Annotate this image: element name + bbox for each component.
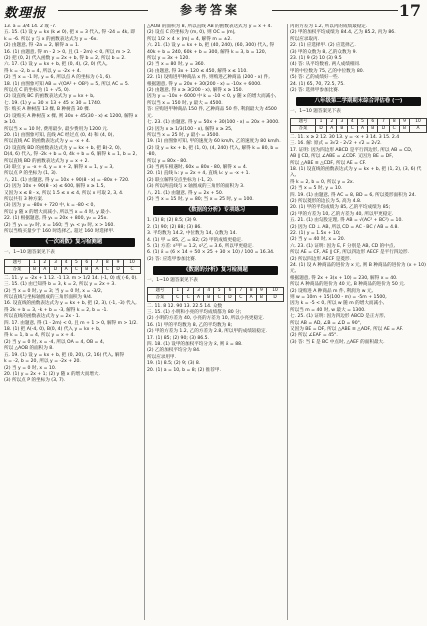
answer-line: 20. (1) a = 10, b = 8; (2) 推荐甲. [147,367,221,373]
table-answer-cell: A [40,266,50,273]
section-band-linear-function-review: 《一次函数》复习检测题 [10,238,135,247]
answer-line: 二. 11. 8 12. 90 13. 22.5 14. 众数 [147,303,223,309]
answer-line: (5) 答: 乙的成绩好一些. [290,75,340,81]
table-answer-cell: C [102,266,112,273]
answer-line: 3. 平均数为 14.2, 中位数为 14, 众数为 14. [147,231,237,237]
answer-line: 所以点 C 的坐标为 (1 + √5, 0). [4,88,71,94]
answer-line: 20. (1) 由图象可知, 直线 AC 经过点 (0, 4) 和 (4, 0), [4,132,114,138]
section-band-final-exam-1: 八年级第二学期期末综合评估卷 (一) [296,97,421,106]
col3-table-intro: 一、1~10 题答案见下表 [290,109,341,115]
table-header-cell: 8 [246,287,256,294]
table-answer-cell: D [378,125,389,132]
answer-line: 22. (1) 设购进甲种商品 x 件, 则购进乙种商品 (200 - x) 件, [147,75,270,81]
answer-line: 丙的方差为 1.2, 所以丙的成绩最稳定. [290,24,368,29]
answer-line: (2) 由题意, 得 -2a = 2, 解得 a = 1. [4,43,80,49]
answer-line: (2) 答: 应选甲参加比赛. [147,256,197,262]
answer-line: 所以 y = 80x - 80. [147,158,188,164]
table-header-cell: 4 [347,118,357,125]
answer-line: (3) 答: 当 E 是 BC 中点时, △AEF 的面积最大. [290,339,385,345]
answer-line: 所以直线的函数表达式为 y = 2x - 1. [4,314,81,320]
table-header-cell: 题号 [5,259,30,266]
answer-line: 40k + b = 240, 60k + b = 300, 解得 k = 3, b = 120, [147,49,267,55]
table-answer-cell: B [82,266,92,273]
table-answer-cell: B [204,294,214,301]
table-header-cell: 5 [71,259,81,266]
answer-line: (2) 由题意, 得 x ≥ 3(200 - x), 解得 x ≥ 150. [147,88,244,94]
answer-line: 因为 k = -5 < 0, 所以 w 随 m 的增大而减小, [290,301,385,307]
answer-line: 20. (1) y = 2x + 1; (2) y 随 x 的增大而增大. [4,371,100,377]
table-header-cell: 1 [315,118,326,125]
answer-line: 三. 16. 解: 原式 = 3√2 - 2√2 + √2 = 2√2. [290,141,382,147]
answer-line: 根据题意, 得 y = 20x + 30(200 - x) = -10x + 6000. [147,81,262,87]
answer-line: (2) 因为 x ≥ 1/3(100 - x), 解得 x ≥ 25, [147,126,233,132]
answer-line: (2) 甲的加权平均成绩为 84.4, 乙为 85.2, 丙为 86. [290,30,396,36]
answer-line: 4. (1) 甲 = 85, 乙 = 82; (2) 甲的成绩更稳定. [147,237,243,243]
answer-line: 所以 AE = CF, AE ∥ CF, 所以四边形 AECF 是平行四边形. [290,250,410,256]
table-header-cell: 4 [204,287,214,294]
answer-line: k = -2, b = 20, 所以 y = -2x + 20. [4,359,81,365]
header-rule-left [58,10,148,11]
answer-line: (2) 联立解得交点坐标为 (-1, 2). [147,177,214,183]
answer-line: (2) 当 x = 15 时, y = 80; 当 x = 25 时, y = 100. [147,196,254,202]
answer-line: (3) 由题意, 得 3x + 120 ≤ 450, 解得 x ≤ 110. [147,68,248,74]
answer-line: (2) 因为 10x + 90(8 - x) ≤ 600, 解得 x ≥ 1.5, [4,184,105,190]
section-band-data-analysis-review: 《数据的分析》复习检测题 [153,266,278,275]
answer-line: 得 k = 1, b = 4, 所以 y = x + 4. [4,333,75,339]
answer-line: 所以 1/2 × 4 × |m| = 4, 解得 m = ±2. [147,36,232,42]
answer-line: 1. (1) 8; (2) 8.5; (3) 9. [147,218,198,224]
answer-line: 所以 △AOB 的面积为 8. [4,346,54,352]
answer-line: 所以 y 随 x 的增大而减小, 所以当 x = 4 时, y 最小. [4,209,111,215]
answer-line: (2) 设直线 BC 的函数表达式为 y = kx + b, [4,94,95,100]
answer-line: 七. 19. (1) y = 30 × 13 + 45 × 30 = 1740. [4,100,102,106]
answer-line: (2) 设购买 A 种树苗 x 棵, 则 30x + 45(30 - x) ≤ 1200, 解得 x ≥ 10. [4,113,138,126]
answer-line: 所以当 x = 150 时, y 最大 = 4500. [147,100,223,106]
table-answer-cell: A [357,125,367,132]
col2-answer-text-1 [147,24,284,203]
answer-line: 17. 证明: 因为四边形 ABCD 是平行四边形, 所以 AB = CD, [290,147,413,153]
answer-line: 所以当 x = 10 时, 费用最少, 最少费用为 1200 元. [4,126,109,132]
answer-line: 18. (1) 把 A(-4, 0), B(0, 4) 代入 y = kx + b, [4,327,101,333]
answer-line: 得 k = -2, b = 4, 所以 y = -2x + 4. [4,68,82,74]
answer-line: 所以 AB = AD, ∠B = ∠D = 90°, [290,320,362,326]
page-title: 参考答案 [179,3,240,17]
answer-line: (2) 当 x = 5 时, y = 10. [290,186,343,192]
answer-line: (2) 设点 C 的坐标为 (m, 0), 则 OC = |m|, [147,30,236,36]
table-answer-cell: C [124,266,141,273]
answer-line: 甲的中位数为 75, 乙的中位数为 80. [290,68,365,74]
answer-line: 2. (1) 90; (2) 88; (3) 86. [147,224,202,230]
answer-line: 八. 21. (1) 由题意, 得 y = 10x + 90(8 - x) = -80x + 720. [4,177,130,183]
answer-line: (2) 所以菱形的边长为 5, 高为 4.8. [290,198,362,204]
answer-line: 20. (1) 直线 l₁: y = 2x + 4, 直线 l₂: y = -x + 1. [147,171,251,177]
table-answer-cell: D [315,125,326,132]
col3-answer-table [290,118,427,133]
answer-line: 所以 A 种商品的进价为 40 元, B 种商品的进价为 50 元. [290,282,406,288]
answer-line: 四. 18. (1) 设甲的加权平均分为 x̄, 则 x̄ = 88. [147,342,243,348]
table-header-cell: 题号 [148,287,173,294]
table-header-cell: 5 [214,287,224,294]
answer-line: (3) 所以两直线与 x 轴围成的三角形的面积为 3. [147,184,245,190]
answer-line: (2) 把 (0, 2) 代入函数 y = 2x + b, 得 b = 2, 所以 b = 2. [4,56,126,62]
table-answer-cell: 答案 [148,294,173,301]
answer-line: 所以 △ABE ≌ △CDF, 所以 AE = CF. [290,160,367,166]
answer-line: 19. (1) 由图象可知, 甲的速度为 60 km/h, 乙的速度为 80 km/h. [147,139,281,145]
table-answer-cell: B [29,266,39,273]
col1-answer-table [4,259,141,274]
answer-line: 所以应录取丙. [290,36,320,42]
table-answer-cell: B [256,294,266,301]
table-header-cell: 7 [378,118,389,125]
table-header-cell: 9 [399,118,409,125]
col3-answer-text-2 [290,135,427,346]
col2-answer-table [147,287,284,302]
answer-line: (2) 设 y = kx + b, 把 (1, 0), (4, 240) 代入, 解得 k = 80, b = -80, [147,145,279,158]
answer-line: 所以共有 3 种方案. [4,196,44,202]
answer-line: (2) 所以 ∠EAF = 45°. [290,333,338,339]
answer-line: (2) 当 x = -1 时, y = 6, 所以点 A 的坐标为 (-1, 6). [4,75,112,81]
answer-line: 20. (1) 甲的平均成绩为 85, 乙的平均成绩为 85; [290,205,391,211]
table-header-cell: 8 [389,118,399,125]
answer-line: 所以 y = 3x + 120. [147,56,190,62]
answer-line: 所以应录用甲. [147,354,177,360]
table-header-cell: 10 [267,287,284,294]
answer-line: 七. 23. (1) 由题意, 得 y = 50x + 30(100 - x) = 20x + 3000. [147,120,280,126]
table-answer-cell: A [246,294,256,301]
answer-line: 又因为 x ≤ 8 - x, 所以 1.5 ≤ x ≤ 4, 所以 x 可取 2, 3, 4. [4,190,124,196]
answer-line: △AOB 的面积为 8, 所以直线 AB 的函数表达式为 y = x + 4. [147,24,273,29]
table-header-cell: 7 [92,259,102,266]
table-answer-cell: A [327,125,337,132]
answer-line: 22. (1) y = 1.5x + 10; [290,230,341,236]
answer-line: AB ∥ CD, 所以 ∠ABE = ∠CDF. 又因为 BE = DF, [290,154,394,160]
answer-line: (3) 联立 y = -x + 4, y = x + 2, 解得 x = 1, y = 3, [4,164,114,170]
column-divider [287,24,288,620]
answer-line: (2) 甲的方差为 10, 乙的方差为 40, 所以甲更稳定. [290,211,394,217]
answer-line: 19. (1) 8.5; (2) 9; (3) 8. [147,361,201,367]
table-header-cell: 6 [82,259,92,266]
answer-line: 六. 23. (1) 证明: 因为 E, F 分别是 AB, CD 的中点, [290,243,395,249]
answer-line: (3) 当两车相遇时, 60x = 80x - 80, 解得 x = 4. [147,164,248,170]
answer-line: (2) 当 y = 0 时, x = 10. [4,365,57,371]
col2-table-intro: 一、1~10 题答案见下表 [147,278,198,284]
answer-line: 二. 11. y = -2x + 1 12. -1 13. m > 1/2 14. (-1, 0) 或 (-6, 0). [4,275,138,281]
answer-line: 22. (1) 应选择甲. (2) 应选择乙. [290,43,356,49]
answer-line: 因为 y = -10x + 6000 中 k = -10 < 0, y 随 x 的增大而减小, [147,94,277,100]
table-answer-cell: C [71,266,81,273]
answer-line: (3) 因为 y = -80x + 720 中, k = -80 < 0, [4,203,95,209]
answer-line: (3) 甲的众数为 8, 乙的众数为 9. [290,49,358,55]
table-answer-cell: B [399,125,409,132]
table-header-cell: 6 [224,287,235,294]
table-answer-cell: A [410,125,427,132]
table-header-cell: 4 [61,259,71,266]
table-answer-cell: A [92,266,102,273]
table-answer-cell: B [368,125,378,132]
answer-line: 根据题意, 得 2x + 3(x + 10) = 230, 解得 x = 40. [290,275,398,281]
answer-line: 24. (1) 65, 70, 72.5, 75. [290,81,345,87]
answer-line: 17. (1) 85; (2) 90; (3) 86.5. [147,335,210,341]
answer-line: 答: 购买 A 种树苗 13 棵, B 种树苗 30 棵. [4,107,91,113]
table-header-cell: 3 [193,287,203,294]
answer-line: 六. 17. (1) 设 y = kx + b, 把 (0, 4), (2, 0) 代入, [4,62,108,68]
answer-line: (4) 答: 从平均数看, 两人成绩相同. [290,62,361,68]
table-header-cell: 3 [50,259,61,266]
page-header [0,0,427,22]
answer-line: (3) 所以点 P 的坐标为 (3, 7). [4,378,66,384]
answer-line: 所以直线与坐标轴围成的三角形面积为 9/4. [4,295,93,301]
answer-line: 五. 21. (1) 由勾股定理, 得 AB = √(AC² + BC²) = 10. [290,218,403,224]
col1-answer-text-2 [4,276,141,385]
answer-line: 6. (1) x̄ = (6 × 14 + 50 × 25 + 30 × 10) / 100 = 16.34. [147,250,275,256]
table-header-cell: 9 [112,259,123,266]
answer-line: 四. 17. 由题意, 得 (1 - 2m) < 0, 且 m + 1 > 0, 解得 m > 1/2. [4,320,138,326]
answer-line: 所以直线 AC 的函数表达式为 y = -x + 4. [4,139,91,145]
table-header-cell: 10 [410,118,427,125]
answer-line: 所以当 m = 40 时, w 最大 = 1300. [290,307,366,313]
answer-line: (2) 答: 选择甲参加比赛. [290,88,340,94]
table-header-cell: 6 [368,118,378,125]
newspaper-logo: 数理报 [4,6,47,21]
page-number: 17 [398,1,421,20]
answer-line: (2) 当 y = 40 时, x = 20. [290,237,346,243]
answer-line: k = -6. 所以 y 与 x 的函数表达式为 y = -6x. [4,36,98,42]
answer-line: 13. a = 3/4 14. 2 或 -7. [4,24,57,29]
header-rule-right [272,10,398,11]
col2-answer-text-2 [147,218,284,263]
answer-line: (2) 设直线 BD 的函数表达式为 y = kx + b, 把 B(-2, 0), [4,145,122,151]
col2-answer-text-3 [147,304,284,374]
answer-line: 18. (1) 设直线的函数表达式为 y = kx + b, 把 (1, 2), (3, 6) 代入, [290,166,422,179]
table-header-cell: 2 [40,259,50,266]
table-answer-cell: D [267,294,284,301]
answer-line: 所以当 x = 25 时, y 最小 = 3500. [147,132,220,138]
answer-line: 八. 21. (1) 由题意, 得 y = 2x + 50. [147,190,224,196]
answer-line: (2) 当 x = 0 时, y = 3; 当 y = 0 时, x = -3/2, [4,288,103,294]
answer-line: 24. (1) 设 A 种商品的进价为 x 元, 则 B 种商品的进价为 (x + 10) 元, [290,263,426,275]
table-header-cell: 2 [327,118,337,125]
answer-line: 所以点 P 的坐标为 (1, 3). [4,171,58,177]
answer-line: 18. (1) 由图象可知 AB = √(OA² + OB²) = 5, 所以 AC = 5. [4,81,130,87]
col1-table-intro: 一、1~10 题答案见下表 [4,250,55,256]
column-3 [290,24,427,622]
answer-line: (2) 所以四边形 AECF 是菱形. [290,256,351,262]
answer-line: 所以当购买量少于 160 时选择乙, 超过 160 时选择甲. [4,229,115,234]
table-answer-cell: D [50,266,61,273]
answer-line: 五. 15. (1) 设 y = kx (k ≠ 0), 把 x = 3 代入, 得 -24 = 4k, 即 [4,30,135,36]
section-band-data-analysis-practice: 《数据的分析》专项练习 [153,206,278,215]
answer-line: 16. 设直线的函数表达式为 y = kx + b, 把 (2, 3), (-1, -3) 代入, [4,301,137,307]
column-1 [4,24,141,622]
answer-line: D(4, 6) 代入, 得 -2k + b = 0, 4k + b = 6, 解得 k = 1, b = 2, [4,152,137,158]
answer-line: 四. 19. (1) 由题意, 得 AC = 8, BD = 6, 所以菱形面积为 24. [290,192,417,198]
answer-line: (2) 当 x = 80 时, y = 360. [147,62,206,68]
answer-line: 23. (1) 9 (2) 10 (3) 9.5 [290,56,342,62]
table-header-cell: 9 [256,287,266,294]
table-answer-cell: A [193,294,203,301]
answer-line: 22. (1) 根据题意, 得 y₁ = 20x + 800, y₂ = 25x. [4,216,108,222]
answer-line: 所以直线 BD 的函数表达式为 y = x + 2. [4,158,89,164]
column-2 [147,24,284,622]
answer-line: 二. 11. x ≥ 2 12. 30 13. y = -x + 3 14. 3 15. 2.4 [290,134,400,140]
table-answer-cell: 答案 [5,266,30,273]
table-answer-cell: D [112,266,123,273]
col1-answer-text-1 [4,24,141,235]
table-header-cell: 3 [337,118,347,125]
answer-line: 16. (1) 甲的平均数为 8, 乙的平均数为 8; [147,322,233,328]
table-answer-cell: C [173,294,183,301]
answer-line: 五. 19. (1) 设 y = kx + b, 把 (0, 20), (2, 16) 代入, 解得 [4,352,125,358]
table-header-cell: 1 [29,259,39,266]
table-answer-cell: C [389,125,399,132]
answer-line: (2) 甲的方差为 1.2, 乙的方差为 2.8, 所以甲的成绩较稳定. [147,329,268,335]
table-header-cell: 2 [183,287,193,294]
table-header-cell: 5 [357,118,367,125]
table-header-cell: 10 [124,259,141,266]
answer-line: 则 w = 10m + 15(100 - m) = -5m + 1500, [290,295,387,301]
answer-line: 六. 21. (1) 设 y = kx + b, 把 (40, 240), (60, 300) 代入, 得 [147,43,275,49]
answer-line: (2) 当 y = 0 时, x = -4, 所以 OA = 4, OB = 4, [4,339,105,345]
answer-line: 七. 25. (1) 证明: 因为四边形 ABCD 是正方形, [290,314,386,320]
col3-answer-text-1 [290,24,427,94]
answer-line: (2) 小明的方差为 40, 小亮的方差为 10, 所以小亮更稳定. [147,316,265,322]
table-header-cell: 1 [173,287,183,294]
answer-line: (2) 因为 CD ⊥ AB, 所以 CD = AC · BC / AB = 4.8. [290,224,399,230]
answer-line: 得 2k + b = 3, -k + b = -3, 解得 k = 2, b = -1. [4,307,108,313]
answer-line: (2) 当 y₁ = y₂ 时, x = 160; 当 y₁ < y₂ 时, x > 160. [4,222,115,228]
table-answer-cell: D [224,294,235,301]
answer-line: 得 k = 2, b = 0, 所以 y = 2x. [290,179,355,185]
table-answer-cell: C [236,294,246,301]
answer-line: 16. (1) 由题意, 得 m - 2 > 0, 且 (1 - 2m) < 0, 所以 m > 2. [4,49,132,55]
table-answer-cell: 答案 [291,125,316,132]
answer-line: 答: 应购进甲种商品 150 件, 乙种商品 50 件, 利润最大为 4500 元. [147,107,277,119]
table-header-cell: 7 [236,287,246,294]
table-answer-cell: C [347,125,357,132]
table-answer-cell: B [337,125,347,132]
table-answer-cell: C [183,294,193,301]
table-header-cell: 题号 [291,118,316,125]
table-answer-cell: C [214,294,224,301]
answer-line: (2) 设购进 A 种商品 m 件, 利润为 w 元, [290,288,374,294]
answer-line: 三. 15. (1) 由已知得 b = 3, k = 2, 所以 y = 2x + 3. [4,282,116,288]
table-header-cell: 8 [102,259,112,266]
answer-line: 三. 15. (1) 小明和小亮的平均成绩都为 80 分; [147,310,242,316]
column-divider [144,24,145,620]
answer-line: 5. (1) 方差: s²甲 = 1.2, s²乙 = 3.6, 所以甲更稳定. [147,244,254,249]
answer-line: 又因为 BE = DF, 所以 △ABE ≌ △ADF, 所以 AE = AF. [290,327,404,333]
table-answer-cell: A [61,266,71,273]
answer-line: (2) 乙的加权平均分为 84. [147,348,201,354]
